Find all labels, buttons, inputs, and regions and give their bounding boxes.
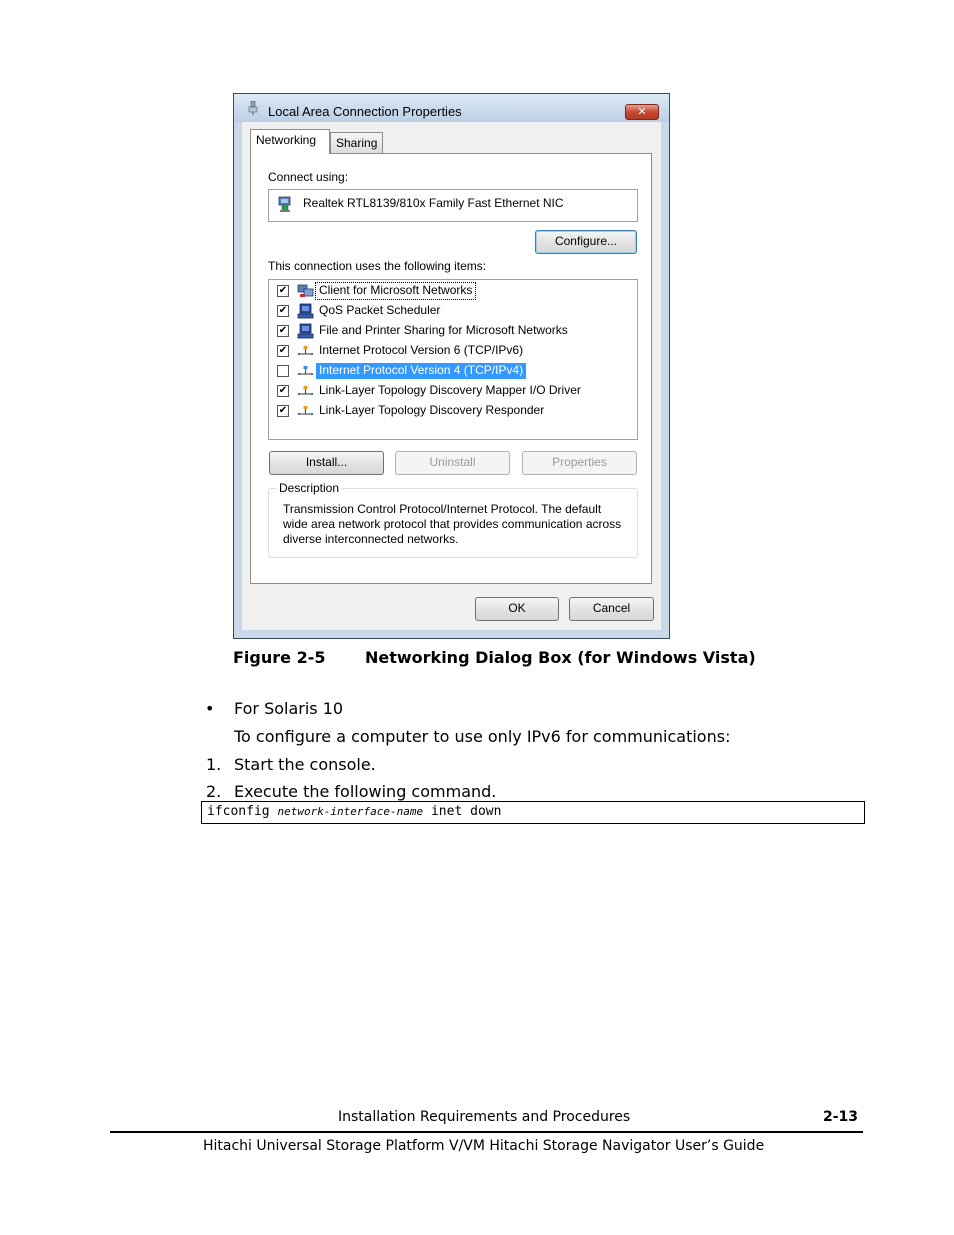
protocol-icon bbox=[297, 363, 314, 379]
item-label: Internet Protocol Version 6 (TCP/IPv6) bbox=[319, 343, 524, 357]
item-label: QoS Packet Scheduler bbox=[319, 303, 441, 317]
footer-section: Installation Requirements and Procedures bbox=[338, 1109, 631, 1125]
list-item[interactable] bbox=[269, 301, 637, 320]
item-label: Client for Microsoft Networks bbox=[316, 283, 475, 299]
title-bar[interactable] bbox=[234, 94, 669, 122]
code-block bbox=[201, 801, 865, 824]
uninstall-button[interactable]: Uninstall bbox=[395, 451, 510, 475]
close-icon: ✕ bbox=[637, 105, 647, 118]
computer-service-icon bbox=[297, 323, 314, 339]
item-checkbox[interactable]: ✔ bbox=[278, 305, 288, 316]
network-connection-icon bbox=[248, 101, 258, 115]
dialog-title: Local Area Connection Properties bbox=[268, 104, 462, 119]
bullet-marker: • bbox=[205, 699, 215, 718]
close-button[interactable] bbox=[625, 104, 659, 120]
install-button[interactable]: Install... bbox=[269, 451, 384, 475]
adapter-name: Realtek RTL8139/810x Family Fast Ethernet NIC bbox=[303, 196, 564, 210]
step-text: Execute the following command. bbox=[234, 782, 497, 801]
items-label: This connection uses the following items: bbox=[268, 259, 487, 273]
ok-button[interactable]: OK bbox=[475, 597, 559, 621]
footer-guide-title: Hitachi Universal Storage Platform V/VM Hitachi Storage Navigator User’s Guide bbox=[203, 1138, 765, 1154]
tab-networking[interactable]: Networking bbox=[250, 129, 330, 154]
item-checkbox[interactable]: ✔ bbox=[278, 325, 288, 336]
list-item[interactable] bbox=[269, 321, 637, 340]
configure-button[interactable]: Configure... bbox=[535, 230, 637, 254]
code-command: ifconfig bbox=[207, 804, 270, 819]
code-argument: network-interface-name bbox=[277, 805, 424, 818]
list-item[interactable] bbox=[269, 401, 637, 420]
connect-using-label: Connect using: bbox=[268, 170, 349, 184]
network-adapter-icon bbox=[277, 196, 293, 213]
item-checkbox[interactable]: ✔ bbox=[278, 285, 288, 296]
code-rest: inet down bbox=[430, 804, 502, 819]
list-item[interactable] bbox=[269, 381, 637, 400]
properties-dialog bbox=[233, 93, 670, 639]
protocol-icon bbox=[297, 343, 314, 359]
list-item[interactable] bbox=[269, 361, 637, 380]
step-number: 1. bbox=[206, 755, 222, 774]
figure-title: Networking Dialog Box (for Windows Vista) bbox=[365, 648, 756, 667]
item-checkbox[interactable]: ✔ bbox=[278, 405, 288, 416]
item-label: File and Printer Sharing for Microsoft Networks bbox=[319, 323, 568, 337]
item-label: Link-Layer Topology Discovery Responder bbox=[319, 403, 545, 417]
protocol-icon bbox=[297, 403, 314, 419]
list-item[interactable] bbox=[269, 281, 637, 300]
step-number: 2. bbox=[206, 782, 222, 801]
description-legend: Description bbox=[279, 481, 340, 495]
figure-number: Figure 2-5 bbox=[233, 648, 326, 667]
item-checkbox[interactable]: ✔ bbox=[278, 345, 288, 356]
footer-divider bbox=[110, 1131, 863, 1133]
tab-sharing[interactable]: Sharing bbox=[330, 132, 383, 154]
networking-panel bbox=[250, 153, 652, 584]
item-checkbox[interactable]: ✔ bbox=[278, 385, 288, 396]
item-checkbox[interactable] bbox=[277, 365, 289, 377]
page-number: 2-13 bbox=[823, 1109, 859, 1125]
item-label: Link-Layer Topology Discovery Mapper I/O Driver bbox=[319, 383, 581, 397]
protocol-icon bbox=[297, 383, 314, 399]
dialog-client-area bbox=[242, 122, 661, 630]
list-item[interactable] bbox=[269, 341, 637, 360]
step-text: Start the console. bbox=[234, 755, 376, 774]
bullet-text: For Solaris 10 bbox=[234, 699, 344, 718]
network-client-icon bbox=[297, 283, 314, 299]
computer-service-icon bbox=[297, 303, 314, 319]
components-list[interactable] bbox=[268, 279, 638, 440]
cancel-button[interactable]: Cancel bbox=[569, 597, 654, 621]
item-label: Internet Protocol Version 4 (TCP/IPv4) bbox=[316, 363, 526, 379]
adapter-field bbox=[268, 189, 638, 222]
description-text: Transmission Control Protocol/Internet Protocol. The default wide area network protocol that provides communication across diverse interconnected networks. bbox=[283, 502, 622, 546]
intro-text: To configure a computer to use only IPv6 for communications: bbox=[234, 727, 731, 746]
description-group bbox=[268, 481, 638, 558]
properties-button[interactable]: Properties bbox=[522, 451, 637, 475]
